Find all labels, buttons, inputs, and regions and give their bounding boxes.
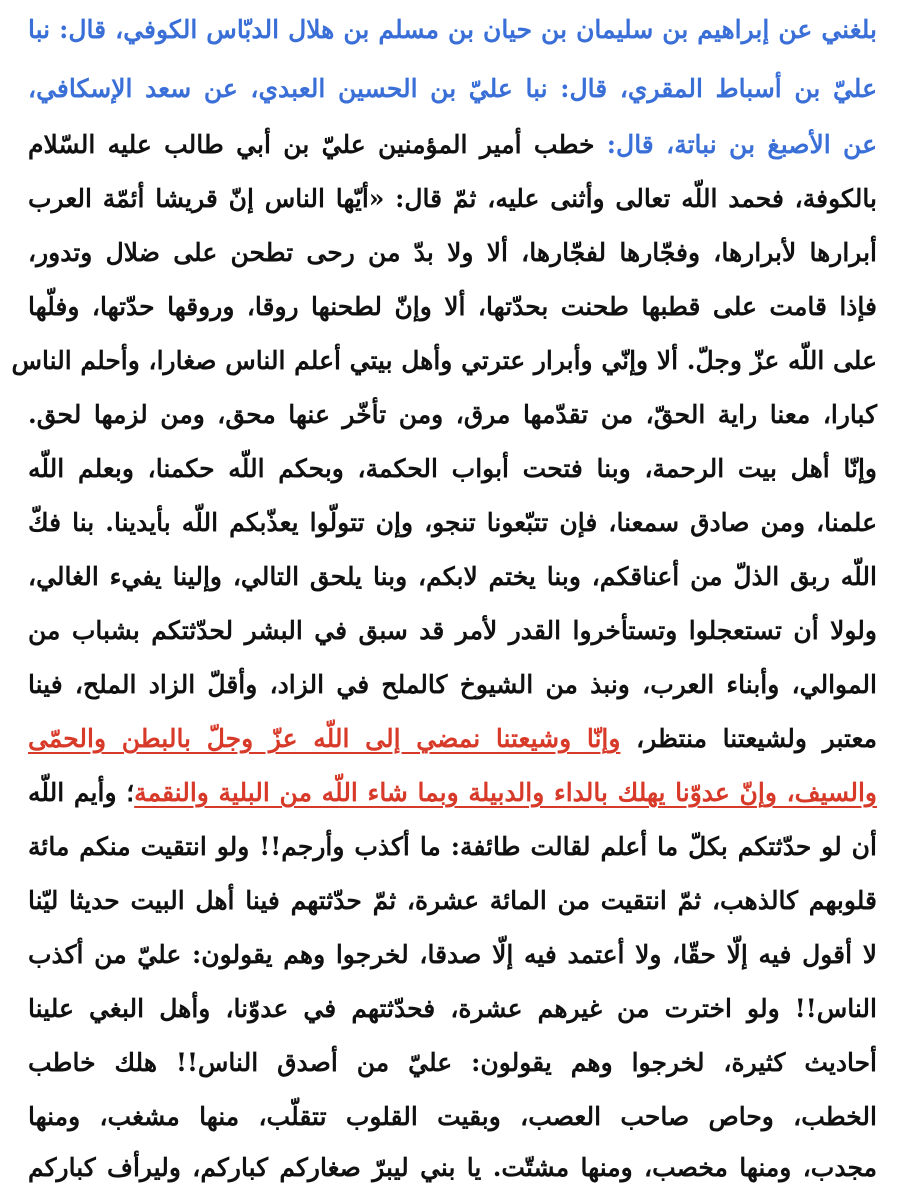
- text-line: [28, 929, 877, 981]
- line-segment: بالكوفة، فحمد اللّه تعالى وأثنى عليه، ثمّ قال: «أيّها الناس إنّ قريشا أئمّة العرب: [28, 184, 877, 213]
- text-line: [28, 1091, 877, 1143]
- line-segment: على اللّه عزّ وجلّ. ألا وإنّي وأبرار عترتي وأهل بيتي أعلم الناس صغارا، وأحلم الناس: [11, 346, 877, 375]
- line-segment: بلغني عن إبراهيم بن سليمان بن حيان بن مسلم بن هلال الدبّاس الكوفي، قال: نبا: [28, 15, 877, 44]
- line-segment: ؛ وأيم اللّه: [28, 778, 135, 807]
- text-line: [28, 983, 877, 1035]
- line-segment: الناس!! ولو اخترت من غيرهم عشرة، فحدّثتهم في عدوّنا، وأهل البغي علينا: [28, 994, 877, 1023]
- text-line: [28, 119, 877, 171]
- text-line: [28, 281, 877, 333]
- line-segment: علمنا، ومن صادق سمعنا، فإن تتبّعونا تنجو، وإن تتولّوا يعذّبكم اللّه بأيدينا. بنا فكّ: [28, 508, 877, 537]
- line-segment: كبارا، معنا راية الحقّ، من تقدّمها مرق، ومن تأخّر عنها محق، ومن لزمها لحق.: [28, 400, 877, 429]
- line-segment: الخطب، وحاص صاحب العصب، وبقيت القلوب تتقلّب، منها مشغب، ومنها: [28, 1102, 877, 1131]
- text-line: [28, 605, 877, 657]
- text-line: [28, 497, 877, 549]
- text-line: [28, 227, 877, 279]
- highlighted-segment: وإنّا وشيعتنا نمضي إلى اللّه عزّ وجلّ بالبطن والحمّى: [28, 724, 621, 753]
- line-segment: لا أقول فيه إلّا حقّا، ولا أعتمد فيه إلّا صدقا، لخرجوا وهم يقولون: عليّ من أكذب: [28, 940, 877, 969]
- text-line: [28, 713, 877, 765]
- text-line: [28, 551, 877, 603]
- text-line: [28, 767, 877, 819]
- line-segment: أن لو حدّثتكم بكلّ ما أعلم لقالت طائفة: ما أكذب وأرجم!! ولو انتقيت منكم مائة: [28, 832, 877, 861]
- line-segment: خطب أمير المؤمنين عليّ بن أبي طالب عليه السّلام: [28, 130, 607, 159]
- line-segment: مجدب، ومنها مخصب، ومنها مشتّت. يا بني ليبرّ صغاركم كباركم، وليرأف كباركم: [28, 1153, 877, 1182]
- text-line: [28, 4, 877, 56]
- text-line: [28, 821, 877, 873]
- highlighted-segment: والسيف، وإنّ عدوّنا يهلك بالداء والدبيلة وبما شاء اللّه من البلية والنقمة: [134, 778, 877, 807]
- line-segment: الموالي، وأبناء العرب، ونبذ من الشيوخ كالملح في الزاد، وأقلّ الزاد الملح، فينا: [28, 670, 877, 699]
- text-line: [28, 443, 877, 495]
- text-line: [28, 389, 877, 441]
- text-line: [11, 335, 877, 387]
- line-segment: معتبر ولشيعتنا منتظر،: [620, 724, 877, 753]
- line-segment: عليّ بن أسباط المقري، قال: نبا عليّ بن الحسين العبدي، عن سعد الإسكافي،: [28, 74, 877, 103]
- line-segment: فإذا قامت على قطبها طحنت بحدّتها، ألا وإنّ لطحنها روقا، وروقها حدّتها، وفلّها: [28, 292, 877, 321]
- line-segment: وإنّا أهل بيت الرحمة، وبنا فتحت أبواب الحكمة، وبحكم اللّه حكمنا، وبعلم اللّه: [28, 454, 877, 483]
- line-segment: أبرارها لأبرارها، وفجّارها لفجّارها، ألا ولا بدّ من رحى تطحن على ضلال وتدور،: [28, 238, 877, 267]
- line-segment: أحاديث كثيرة، لخرجوا وهم يقولون: عليّ من أصدق الناس!! هلك خاطب: [28, 1048, 877, 1077]
- text-line: [28, 1142, 877, 1194]
- text-line: [28, 63, 877, 115]
- text-line: [28, 173, 877, 225]
- line-segment: ولولا أن تستعجلوا وتستأخروا القدر لأمر قد سبق في البشر لحدّثتكم بشباب من: [28, 616, 877, 645]
- text-line: [28, 875, 877, 927]
- line-segment: اللّه ربق الذلّ من أعناقكم، وبنا يختم لابكم، وبنا يلحق التالي، وإلينا يفيء الغالي،: [28, 562, 877, 591]
- line-segment: قلوبهم كالذهب، ثمّ انتقيت من المائة عشرة، ثمّ حدّثتهم فينا أهل البيت حديثا ليّنا: [28, 886, 877, 915]
- text-line: [28, 659, 877, 711]
- line-segment: عن الأصبغ بن نباتة، قال:: [606, 130, 877, 159]
- text-line: [28, 1037, 877, 1089]
